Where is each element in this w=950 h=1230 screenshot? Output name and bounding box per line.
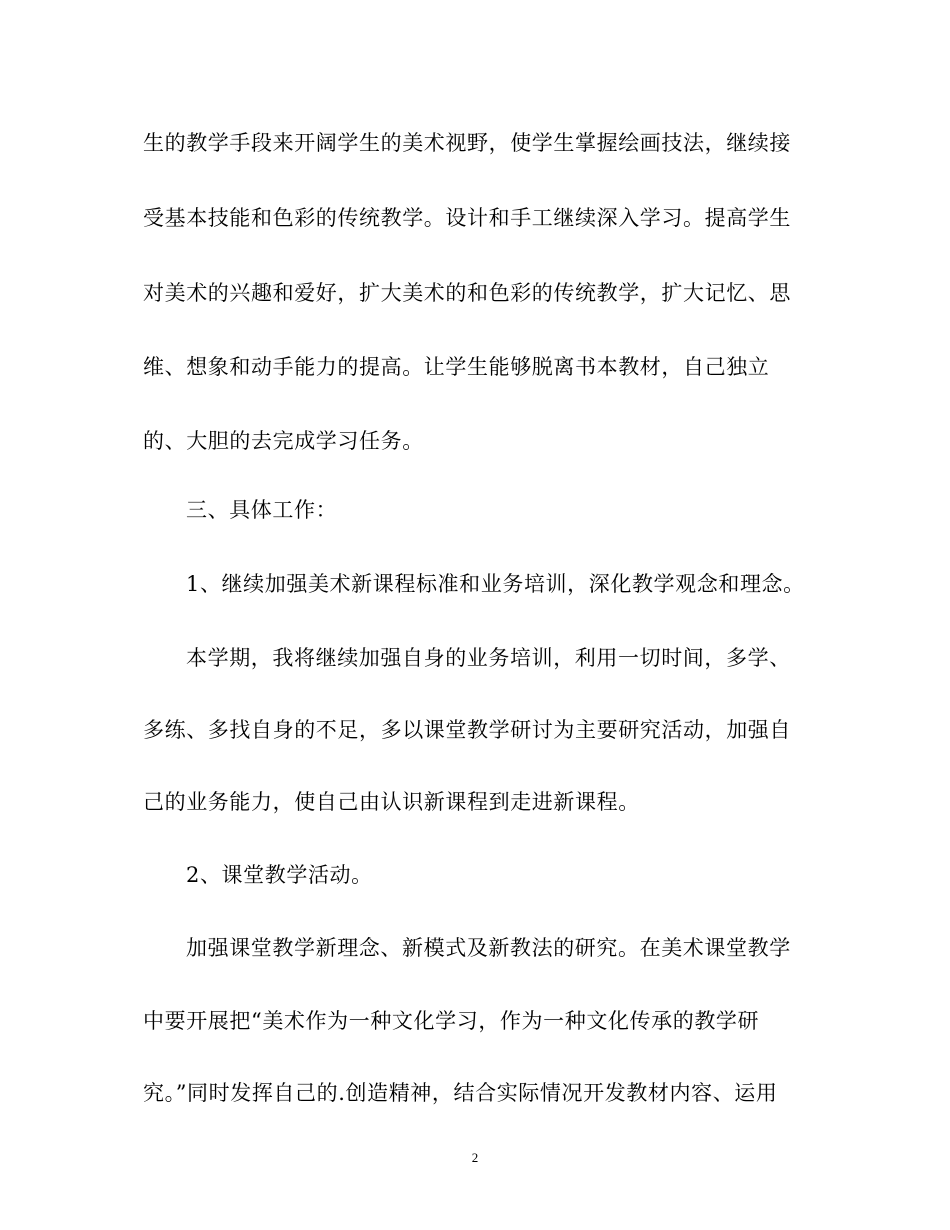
text-line: 己的业务能力，使自己由认识新课程到走进新课程。 bbox=[143, 790, 640, 814]
page-number: 2 bbox=[471, 1150, 479, 1165]
text-line: 生的教学手段来开阔学生的美术视野，使学生掌握绘画技法，继续接 bbox=[143, 131, 791, 155]
list-item-heading: 1、继续加强美术新课程标准和业务培训，深化教学观念和理念。 bbox=[186, 572, 805, 596]
text-line: 本学期，我将继续加强自身的业务培训，利用一切时间，多学、 bbox=[186, 646, 791, 670]
text-line: 加强课堂教学新理念、新模式及新教法的研究。在美术课堂教学 bbox=[186, 936, 791, 960]
section-heading: 三、具体工作： bbox=[186, 498, 338, 522]
text-line: 维、想象和动手能力的提高。让学生能够脱离书本教材，自己独立 bbox=[143, 355, 770, 379]
text-line: 究。”同时发挥自己的.创造精神，结合实际情况开发教材内容、运用 bbox=[143, 1081, 778, 1105]
text-line: 受基本技能和色彩的传统教学。设计和手工继续深入学习。提高学生 bbox=[143, 206, 791, 230]
text-line: 对美术的兴趣和爱好，扩大美术的和色彩的传统教学，扩大记忆、思 bbox=[143, 281, 791, 305]
list-item-heading: 2、课堂教学活动。 bbox=[186, 863, 373, 887]
text-line: 多练、多找自身的不足，多以课堂教学研讨为主要研究活动，加强自 bbox=[143, 718, 791, 742]
text-line: 中要开展把“美术作为一种文化学习，作为一种文化传承的教学研 bbox=[143, 1009, 760, 1033]
text-line: 的、大胆的去完成学习任务。 bbox=[143, 429, 424, 453]
